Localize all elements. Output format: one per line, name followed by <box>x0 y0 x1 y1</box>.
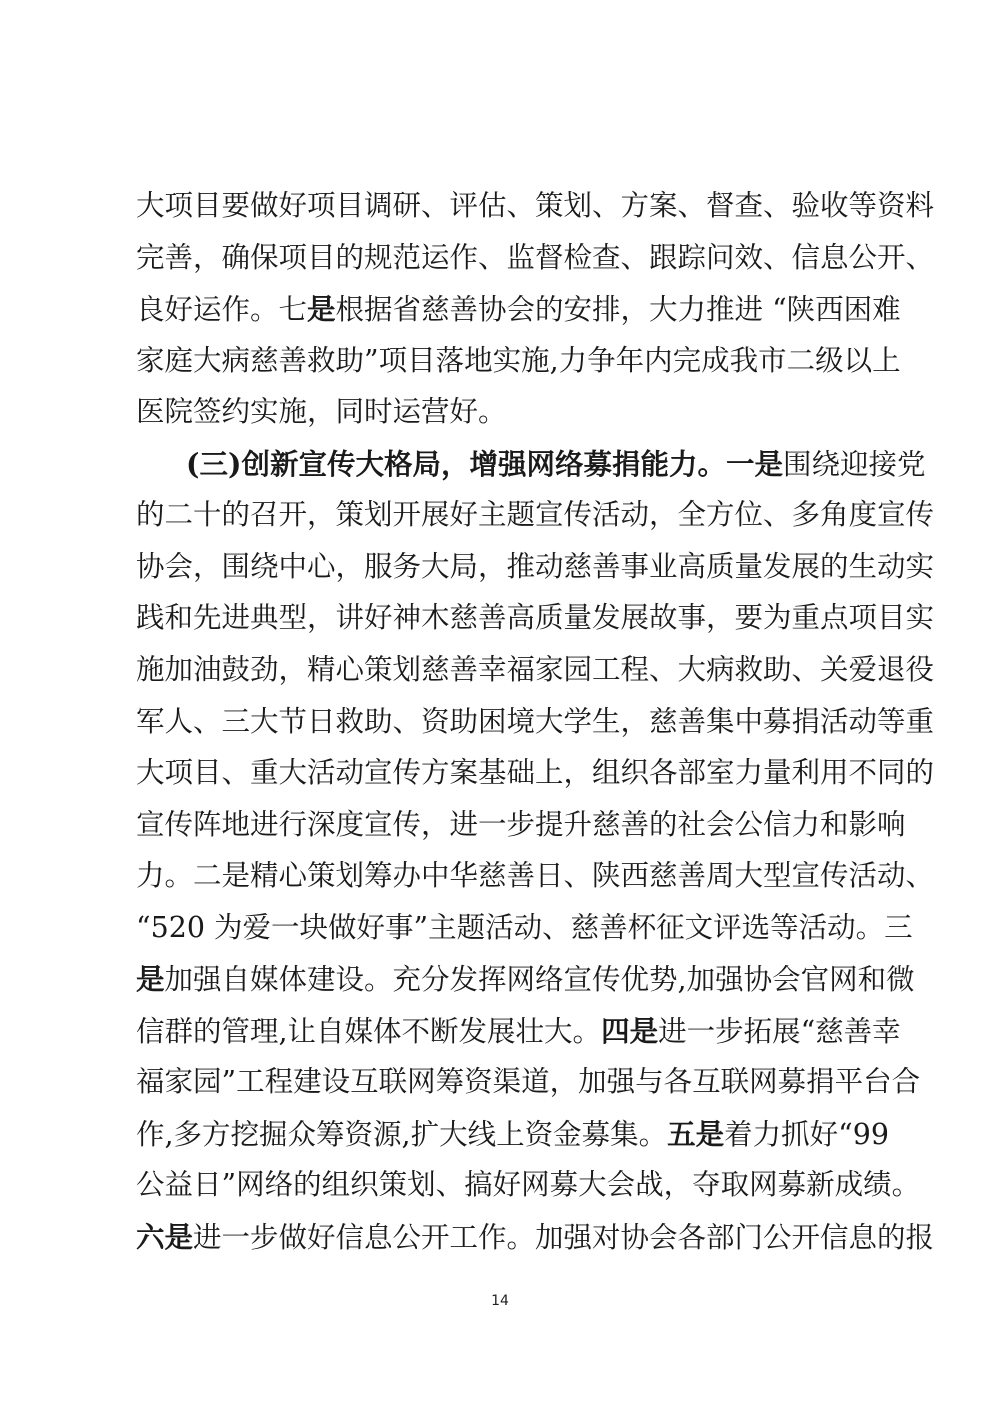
text-segment: 信群的管理,让自媒体不断发展壮大。 <box>136 1015 602 1048</box>
text-line <box>136 1165 921 1205</box>
text-line <box>136 1217 935 1257</box>
text-segment: 作,多方挖掘众筹资源,扩大线上资金募集。 <box>136 1118 668 1151</box>
text-segment: 施加油鼓劲，精心策划慈善幸福家园工程、大病救助、关爱退役 <box>136 653 935 686</box>
text-segment: 加强自媒体建设。充分发挥网络宣传优势,加强协会官网和微 <box>164 963 915 996</box>
text-line <box>136 341 901 381</box>
bold-text-segment: 是 <box>136 962 165 996</box>
text-segment: 军人、三大节日救助、资助困境大学生，慈善集中募捐活动等重 <box>136 705 935 738</box>
text-line <box>136 598 935 638</box>
text-line <box>136 959 915 999</box>
text-line <box>136 186 935 226</box>
text-line <box>136 238 935 278</box>
bold-text-segment: (三)创新宣传大格局，增强网络募捐能力。一是 <box>186 447 783 481</box>
text-segment: 围绕迎接党 <box>782 448 926 481</box>
bold-text-segment: 是 <box>307 292 336 326</box>
text-segment: 大项目要做好项目调研、评估、策划、方案、督查、验收等资料 <box>136 189 935 222</box>
text-segment: 进一步拓展“慈善幸 <box>658 1015 901 1048</box>
text-segment: 力。二是精心策划筹办中华慈善日、陕西慈善周大型宣传活动、 <box>136 859 935 892</box>
bold-text-segment: 六是 <box>136 1220 194 1254</box>
text-segment: 家庭大病慈善救助”项目落地实施,力争年内完成我市二级以上 <box>136 344 901 377</box>
text-segment: 践和先进典型，讲好神木慈善高质量发展故事，要为重点项目实 <box>136 601 935 634</box>
text-segment: 协会，围绕中心，服务大局，推动慈善事业高质量发展的生动实 <box>136 550 935 583</box>
text-segment: 进一步做好信息公开工作。加强对协会各部门公开信息的报 <box>193 1221 935 1254</box>
text-line <box>136 908 913 948</box>
text-line <box>136 1062 921 1102</box>
text-segment: 完善，确保项目的规范运作、监督检查、跟踪问效、信息公开、 <box>136 241 935 274</box>
text-line <box>136 805 906 845</box>
text-line <box>136 289 901 329</box>
text-segment: 医院签约实施，同时运营好。 <box>136 395 507 428</box>
text-line <box>136 702 935 742</box>
text-line <box>136 547 935 587</box>
text-line <box>136 753 935 793</box>
text-line <box>186 444 926 484</box>
text-segment: 根据省慈善协会的安排，大力推进 “陕西困难 <box>335 293 901 326</box>
text-segment: 着力抓好“99 <box>724 1118 889 1151</box>
text-line <box>136 1011 901 1051</box>
text-segment: “520 为爱一块做好事”主题活动、慈善杯征文评选等活动。三 <box>136 911 913 944</box>
text-line <box>136 495 935 535</box>
text-line <box>136 650 935 690</box>
text-line <box>136 1114 889 1154</box>
page-number: 14 <box>491 1293 509 1309</box>
text-line <box>136 856 935 896</box>
text-segment: 大项目、重大活动宣传方案基础上，组织各部室力量利用不同的 <box>136 756 935 789</box>
text-segment: 公益日”网络的组织策划、搞好网募大会战，夺取网募新成绩。 <box>136 1168 921 1201</box>
text-segment: 福家园”工程建设互联网筹资渠道，加强与各互联网募捐平台合 <box>136 1065 921 1098</box>
text-line <box>136 392 876 432</box>
bold-text-segment: 四是 <box>601 1014 659 1048</box>
bold-text-segment: 五是 <box>667 1117 725 1151</box>
text-segment: 的二十的召开，策划开展好主题宣传活动，全方位、多角度宣传 <box>136 498 935 531</box>
text-segment: 宣传阵地进行深度宣传，进一步提升慈善的社会公信力和影响 <box>136 808 906 841</box>
text-segment: 良好运作。七 <box>136 293 308 326</box>
